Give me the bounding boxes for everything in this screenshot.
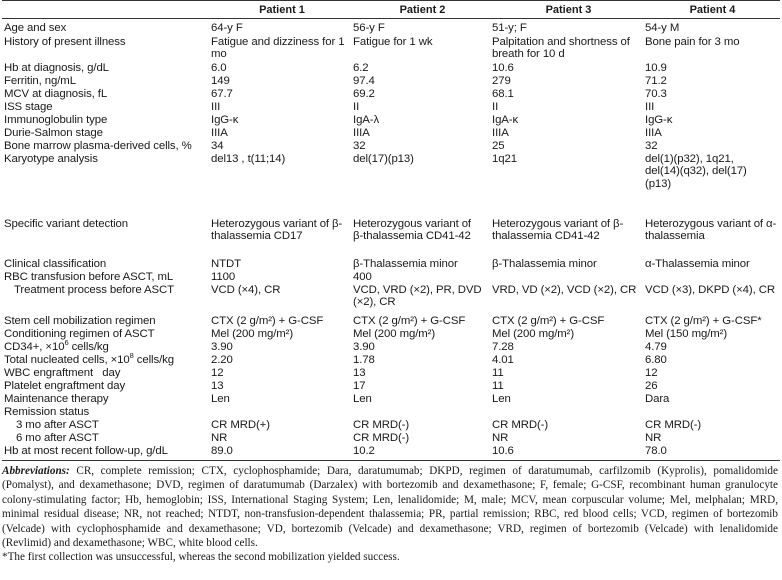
cell: 68.1 — [492, 87, 514, 100]
cell: 67.7 — [211, 87, 233, 100]
cell: 64-y F — [211, 22, 243, 34]
abbreviations-note — [2, 464, 778, 550]
label-exponent: 6 — [64, 337, 69, 347]
cell: 13 — [211, 379, 224, 392]
table-row — [2, 62, 780, 75]
cell: Heterozygous variant of α-thalassemia — [645, 217, 777, 242]
cell: II — [492, 100, 499, 113]
table-row — [2, 380, 780, 393]
cell: VRD, VD (×2), VCD (×2), CR — [492, 283, 637, 296]
cell: 1q21 — [492, 152, 517, 165]
table-row — [2, 393, 780, 406]
cell: Heterozygous variant of β-thalassemia CD41-42 — [492, 217, 624, 242]
cell: 3.90 — [353, 340, 375, 353]
cell: Fatigue and dizziness for 1 mo — [211, 35, 345, 60]
cell — [492, 406, 645, 419]
cell: 10.6 — [492, 445, 645, 461]
cell: CTX (2 g/m²) + G-CSF — [211, 314, 324, 327]
cell: 69.2 — [353, 87, 375, 100]
row-label: Bone marrow plasma-derived cells, % — [4, 139, 192, 152]
abbreviations-title: Abbreviations: — [2, 465, 70, 477]
cell: 54-y M — [645, 22, 680, 34]
cell: 6.2 — [353, 61, 369, 74]
table-row — [2, 19, 780, 36]
row-label: Age and sex — [4, 22, 67, 34]
header-patient-2: Patient 2 — [353, 1, 492, 19]
cell: NTDT — [211, 257, 241, 270]
cell: Fatigue for 1 wk — [353, 35, 433, 48]
label-unit: cells/kg — [68, 340, 109, 353]
row-label: Treatment process before ASCT — [14, 283, 175, 296]
cell: VCD (×3), DKPD (×4), CR — [645, 283, 775, 296]
cell: Heterozygous variant of β-thalassemia CD41-42 — [353, 217, 471, 242]
cell: 6.80 — [645, 353, 667, 366]
cell: Len — [211, 392, 230, 405]
cell: CTX (2 g/m²) + G-CSF — [492, 314, 605, 327]
row-label: Ferritin, ng/mL — [4, 74, 76, 87]
cell: IgG-κ — [645, 113, 673, 126]
cell: NR — [211, 431, 228, 444]
cell: 6.0 — [211, 61, 227, 74]
cell: 26 — [645, 379, 658, 392]
row-label: RBC transfusion before ASCT, mL — [4, 270, 174, 283]
cell: 1100 — [211, 270, 236, 283]
cell: IIIA — [353, 126, 370, 139]
cell: VCD (×4), CR — [211, 283, 281, 296]
table-row — [2, 153, 780, 218]
row-label: 6 mo after ASCT — [16, 431, 99, 444]
table-row — [2, 341, 780, 354]
cell: Palpitation and shortness of breath for 10 d — [492, 35, 630, 60]
cell: 32 — [353, 139, 366, 152]
table-row — [2, 315, 780, 328]
cell: CTX (2 g/m²) + G-CSF* — [645, 314, 762, 327]
row-label: Immunoglobulin type — [4, 113, 108, 126]
cell: IIIA — [211, 126, 228, 139]
header-patient-4: Patient 4 — [645, 1, 780, 19]
cell — [211, 406, 353, 419]
table-row — [2, 354, 780, 367]
row-label: Durie-Salmon stage — [4, 126, 103, 139]
cell: CR MRD(-) — [353, 418, 410, 431]
table-row — [2, 419, 780, 432]
row-label: Specific variant detection — [4, 217, 129, 230]
table-row — [2, 271, 780, 284]
cell: 400 — [353, 270, 372, 283]
cell: IgA-λ — [353, 113, 380, 126]
cell: CR MRD(-) — [645, 418, 702, 431]
cell: 4.01 — [492, 353, 514, 366]
cell: II — [353, 100, 360, 113]
row-label: ISS stage — [4, 100, 53, 113]
cell: 279 — [492, 74, 511, 87]
cell: CR MRD(+) — [211, 418, 270, 431]
row-label — [2, 337, 211, 354]
cell: IIIA — [645, 126, 662, 139]
row-label: Karyotype analysis — [4, 152, 98, 165]
cell: CR MRD(-) — [353, 431, 410, 444]
table-row — [2, 114, 780, 127]
row-label: Clinical classification — [4, 257, 107, 270]
table-row — [2, 127, 780, 140]
cell: IIIA — [492, 126, 509, 139]
table-row — [2, 258, 780, 271]
row-label: History of present illness — [4, 35, 126, 48]
row-label — [2, 350, 211, 367]
row-label: Stem cell mobilization regimen — [4, 314, 156, 327]
cell: 51-y; F — [492, 22, 527, 34]
cell: Mel (150 mg/m²) — [645, 327, 728, 340]
cell: 10.6 — [492, 61, 514, 74]
cell: 89.0 — [211, 445, 353, 461]
cell: del(1)(p32), 1q21, del(14)(q32), del(17)(p13) — [645, 152, 747, 190]
table-notes — [2, 464, 778, 565]
row-label: WBC engraftment day — [4, 366, 121, 379]
cell: 13 — [353, 366, 366, 379]
cell: 78.0 — [645, 445, 780, 461]
cell: CR MRD(-) — [492, 418, 549, 431]
cell: Len — [353, 392, 372, 405]
cell: β-Thalassemia minor — [492, 257, 597, 270]
cell: 32 — [645, 139, 658, 152]
row-label: Hb at diagnosis, g/dL — [4, 61, 109, 74]
cell: 2.20 — [211, 353, 233, 366]
cell: 25 — [492, 139, 505, 152]
cell: Mel (200 mg/m²) — [353, 327, 436, 340]
cell: NR — [492, 431, 509, 444]
cell: NR — [645, 431, 662, 444]
table-row — [2, 75, 780, 88]
cell: IgA-κ — [492, 113, 519, 126]
cell — [645, 406, 780, 419]
cell — [353, 406, 492, 419]
cell: Len — [492, 392, 511, 405]
cell: 11 — [492, 379, 504, 392]
header-patient-1: Patient 1 — [211, 1, 353, 19]
cell: VCD, VRD (×2), PR, DVD (×2), CR — [353, 283, 482, 308]
row-label: Platelet engraftment day — [4, 379, 126, 392]
row-label: 3 mo after ASCT — [16, 418, 99, 431]
cell: α-Thalassemia minor — [645, 257, 750, 270]
cell: 70.3 — [645, 87, 667, 100]
cell: 12 — [645, 366, 658, 379]
table-row — [2, 406, 780, 419]
cell: Dara — [645, 392, 670, 405]
footnote: *The first collection was unsuccessful, whereas the second mobilization yielded success. — [2, 551, 400, 564]
cell: 3.90 — [211, 340, 233, 353]
cell: 1.78 — [353, 353, 375, 366]
header-row-label — [2, 1, 211, 19]
table-row — [2, 101, 780, 114]
label-exponent: 8 — [129, 350, 134, 360]
table-row — [2, 218, 780, 258]
cell: 10.2 — [353, 445, 492, 461]
row-label: Maintenance therapy — [4, 392, 109, 405]
cell: IgG-κ — [211, 113, 239, 126]
table-row — [2, 445, 780, 461]
cell: 71.2 — [645, 74, 667, 87]
row-label: MCV at diagnosis, fL — [4, 87, 108, 100]
cell — [645, 271, 780, 284]
table-row — [2, 367, 780, 380]
row-label: Remission status — [4, 405, 90, 418]
cell — [492, 271, 645, 284]
cell: 7.28 — [492, 340, 514, 353]
table-row — [2, 88, 780, 101]
table-header-row — [2, 1, 780, 19]
cell: Mel (200 mg/m²) — [211, 327, 294, 340]
table-row — [2, 284, 780, 315]
patient-table-container — [2, 0, 780, 461]
cell: 17 — [353, 379, 366, 392]
cell: 10.9 — [645, 61, 667, 74]
cell: 11 — [492, 366, 504, 379]
cell: 34 — [211, 139, 224, 152]
cell: 12 — [211, 366, 224, 379]
table-row — [2, 36, 780, 62]
cell: 56-y F — [353, 22, 385, 34]
table-row — [2, 432, 780, 445]
table-row — [2, 140, 780, 153]
header-patient-3: Patient 3 — [492, 1, 645, 19]
label-unit: cells/kg — [133, 353, 174, 366]
cell: III — [645, 100, 655, 113]
cell: 4.79 — [645, 340, 667, 353]
cell: 149 — [211, 74, 230, 87]
cell: del13 , t(11;14) — [211, 152, 286, 165]
row-label: Conditioning regimen of ASCT — [4, 327, 155, 340]
abbreviations-text: CR, complete remission; CTX, cyclophosphamide; Dara, daratumumab; DKPD, regimen of daratumumab, carfilzomib (Kyprolis), pomalidomide (Pomalyst), and dexamethasone; DVD, regimen of daratumumab (Darzalex) with bortezomib and dexamethasone; F, female; G-CSF, recombinant human granulocyte colony-stimulating factor; Hb, hemoglobin; ISS, International Staging System; Len, lenalidomide; M, male; MCV, mean corpuscular volume; Mel, melphalan; MRD, minimal residual disease; NR, not reached; NTDT, non-transfusion-dependent thalassemia; PR, partial remission; RBC, red blood cells; VCD, regimen of bortezomib (Velcade) with cyclophosphamide and dexamethasone; VD, bortezomib (Velcade) and dexamethasone; VRD, regimen of bortezomib (Velcade) with lenalidomide (Revlimid) and dexamethasone; WBC, white blood cells. — [2, 465, 778, 550]
row-label: Hb at most recent follow-up, g/dL — [2, 445, 211, 461]
cell: del(17)(p13) — [353, 152, 414, 165]
patient-characteristics-table — [2, 0, 780, 461]
table-row — [2, 328, 780, 341]
cell: β-Thalassemia minor — [353, 257, 458, 270]
cell: III — [211, 100, 221, 113]
cell: Heterozygous variant of β-thalassemia CD17 — [211, 217, 343, 242]
cell: CTX (2 g/m²) + G-CSF — [353, 314, 466, 327]
cell: Bone pain for 3 mo — [645, 35, 740, 48]
label-text: CD34+, ×10 — [4, 340, 65, 353]
label-text: Total nucleated cells, ×10 — [4, 353, 130, 366]
cell: 97.4 — [353, 74, 375, 87]
cell: Mel (200 mg/m²) — [492, 327, 575, 340]
